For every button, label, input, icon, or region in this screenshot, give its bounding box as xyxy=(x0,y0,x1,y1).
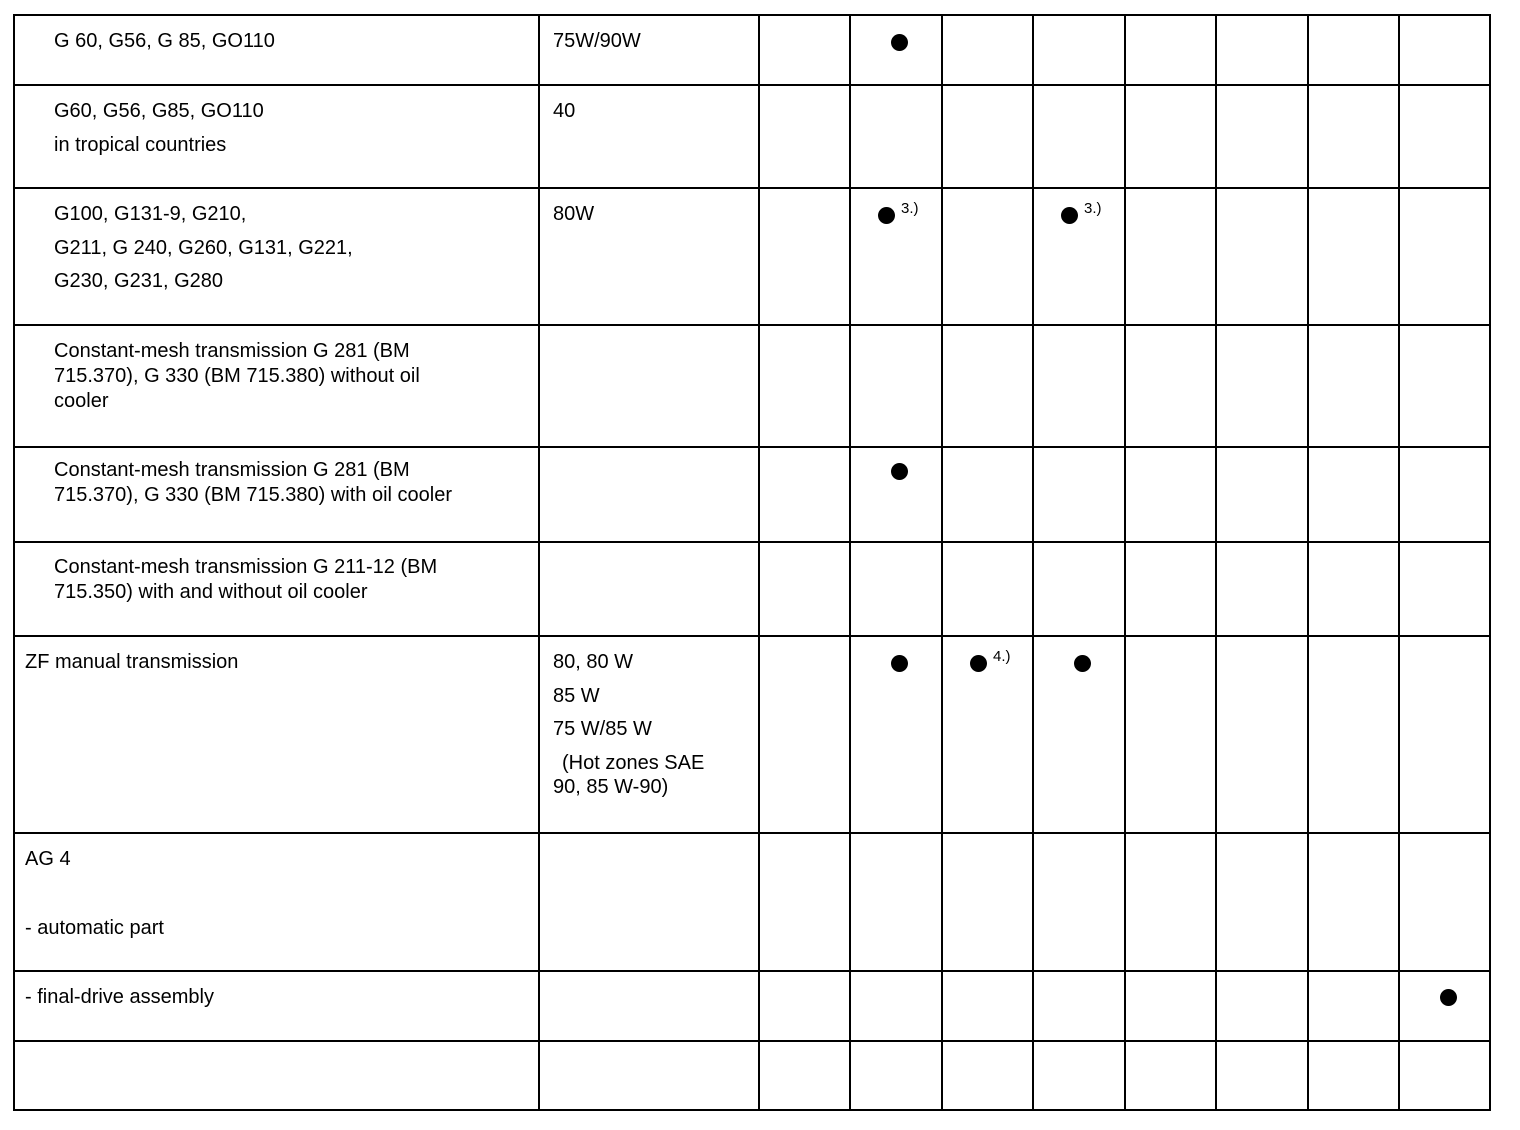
viscosity-cell xyxy=(539,85,759,188)
description-line: Constant-mesh transmission G 211-12 (BM xyxy=(54,556,438,578)
description-line: 715.370), G 330 (BM 715.380) with oil cooler xyxy=(54,484,452,506)
mark-cell xyxy=(1308,971,1399,1041)
footnote-ref: 4.) xyxy=(993,648,1011,665)
bullet-marker xyxy=(891,34,908,51)
mark-cell xyxy=(1216,325,1308,447)
description-line: 715.370), G 330 (BM 715.380) without oil xyxy=(54,365,420,387)
mark-cell xyxy=(1033,636,1125,833)
mark-cell xyxy=(1308,833,1399,971)
mark-cell xyxy=(1216,85,1308,188)
description-cell xyxy=(14,325,539,447)
footnote-ref: 3.) xyxy=(1084,200,1102,217)
mark-cell xyxy=(1125,325,1216,447)
mark-cell xyxy=(850,833,942,971)
description-line: G100, G131-9, G210, xyxy=(54,203,247,225)
mark-cell xyxy=(1308,15,1399,85)
viscosity-line: 75 W/85 W xyxy=(553,718,652,740)
mark-cell xyxy=(1308,188,1399,325)
table-row xyxy=(14,188,1490,325)
bullet-marker xyxy=(970,655,987,672)
mark-cell xyxy=(850,971,942,1041)
description-line: AG 4 xyxy=(25,848,71,870)
mark-cell xyxy=(1033,833,1125,971)
lubricant-table xyxy=(13,14,1491,1111)
mark-cell xyxy=(942,1041,1033,1110)
mark-cell xyxy=(1216,542,1308,636)
mark-cell xyxy=(1308,636,1399,833)
viscosity-cell xyxy=(539,447,759,542)
mark-cell xyxy=(850,636,942,833)
viscosity-cell xyxy=(539,1041,759,1110)
viscosity-cell xyxy=(539,15,759,85)
mark-cell xyxy=(1125,15,1216,85)
mark-cell xyxy=(1216,636,1308,833)
mark-cell xyxy=(1125,542,1216,636)
description-cell xyxy=(14,833,539,971)
table-row xyxy=(14,15,1490,85)
description-cell xyxy=(14,15,539,85)
mark-cell xyxy=(1216,1041,1308,1110)
mark-cell xyxy=(1125,447,1216,542)
mark-cell xyxy=(942,542,1033,636)
mark-cell xyxy=(850,85,942,188)
mark-cell xyxy=(942,636,1033,833)
table-row xyxy=(14,542,1490,636)
mark-cell xyxy=(1399,971,1490,1041)
mark-cell xyxy=(1308,542,1399,636)
table-row xyxy=(14,636,1490,833)
description-line: Constant-mesh transmission G 281 (BM xyxy=(54,459,410,481)
table-row xyxy=(14,447,1490,542)
mark-cell xyxy=(1033,447,1125,542)
mark-cell xyxy=(1399,325,1490,447)
mark-cell xyxy=(1399,636,1490,833)
mark-cell xyxy=(850,188,942,325)
viscosity-line: 75W/90W xyxy=(553,30,641,52)
mark-cell xyxy=(759,15,850,85)
table-row xyxy=(14,85,1490,188)
description-line: cooler xyxy=(54,390,109,412)
description-line: G211, G 240, G260, G131, G221, xyxy=(54,236,353,259)
description-cell xyxy=(14,542,539,636)
mark-cell xyxy=(1125,636,1216,833)
description-cell xyxy=(14,85,539,188)
viscosity-cell xyxy=(539,325,759,447)
table-row xyxy=(14,833,1490,971)
viscosity-line: 80W xyxy=(553,203,595,225)
viscosity-cell xyxy=(539,833,759,971)
description-line: - automatic part xyxy=(25,917,164,939)
mark-cell xyxy=(1125,971,1216,1041)
mark-cell xyxy=(1125,1041,1216,1110)
mark-cell xyxy=(942,325,1033,447)
mark-cell xyxy=(1399,15,1490,85)
mark-cell xyxy=(1399,1041,1490,1110)
description-line: G60, G56, G85, GO110 xyxy=(54,100,264,122)
mark-cell xyxy=(1033,15,1125,85)
viscosity-line: 80, 80 W xyxy=(553,651,634,673)
description-cell xyxy=(14,1041,539,1110)
mark-cell xyxy=(1399,542,1490,636)
mark-cell xyxy=(1216,15,1308,85)
viscosity-line: 85 W xyxy=(553,684,600,707)
mark-cell xyxy=(759,447,850,542)
description-line: 715.350) with and without oil cooler xyxy=(54,581,368,603)
mark-cell xyxy=(1125,833,1216,971)
mark-cell xyxy=(1125,85,1216,188)
mark-cell xyxy=(1033,188,1125,325)
mark-cell xyxy=(1308,1041,1399,1110)
table-row xyxy=(14,971,1490,1041)
mark-cell xyxy=(759,188,850,325)
description-cell xyxy=(14,447,539,542)
mark-cell xyxy=(1399,447,1490,542)
table-row xyxy=(14,325,1490,447)
mark-cell xyxy=(759,85,850,188)
mark-cell xyxy=(759,542,850,636)
bullet-marker xyxy=(1061,207,1078,224)
mark-cell xyxy=(1399,188,1490,325)
mark-cell xyxy=(850,1041,942,1110)
mark-cell xyxy=(1125,188,1216,325)
mark-cell xyxy=(759,971,850,1041)
description-cell xyxy=(14,971,539,1041)
mark-cell xyxy=(850,542,942,636)
mark-cell xyxy=(850,15,942,85)
viscosity-line: (Hot zones SAE xyxy=(562,751,705,774)
mark-cell xyxy=(759,325,850,447)
mark-cell xyxy=(942,188,1033,325)
description-line: G230, G231, G280 xyxy=(54,270,224,292)
mark-cell xyxy=(1308,447,1399,542)
mark-cell xyxy=(942,833,1033,971)
mark-cell xyxy=(942,447,1033,542)
mark-cell xyxy=(1033,971,1125,1041)
viscosity-cell xyxy=(539,636,759,833)
footnote-ref: 3.) xyxy=(901,200,919,217)
viscosity-cell xyxy=(539,971,759,1041)
description-cell xyxy=(14,188,539,325)
description-line: - final-drive assembly xyxy=(25,986,214,1008)
table-row xyxy=(14,1041,1490,1110)
mark-cell xyxy=(850,447,942,542)
description-line: in tropical countries xyxy=(54,133,227,156)
mark-cell xyxy=(1033,325,1125,447)
description-line: G 60, G56, G 85, GO110 xyxy=(54,30,275,52)
mark-cell xyxy=(942,85,1033,188)
mark-cell xyxy=(759,833,850,971)
viscosity-line: 90, 85 W-90) xyxy=(553,775,669,798)
bullet-marker xyxy=(1440,989,1457,1006)
mark-cell xyxy=(942,971,1033,1041)
mark-cell xyxy=(1308,85,1399,188)
mark-cell xyxy=(759,636,850,833)
bullet-marker xyxy=(878,207,895,224)
viscosity-cell xyxy=(539,188,759,325)
mark-cell xyxy=(1033,1041,1125,1110)
mark-cell xyxy=(1399,833,1490,971)
mark-cell xyxy=(1308,325,1399,447)
mark-cell xyxy=(1216,833,1308,971)
description-line: ZF manual transmission xyxy=(25,651,239,673)
bullet-marker xyxy=(891,655,908,672)
description-line: Constant-mesh transmission G 281 (BM xyxy=(54,340,410,362)
mark-cell xyxy=(1033,542,1125,636)
mark-cell xyxy=(1216,188,1308,325)
mark-cell xyxy=(1216,971,1308,1041)
description-cell xyxy=(14,636,539,833)
mark-cell xyxy=(1216,447,1308,542)
viscosity-cell xyxy=(539,542,759,636)
viscosity-line: 40 xyxy=(553,100,576,122)
mark-cell xyxy=(850,325,942,447)
mark-cell xyxy=(759,1041,850,1110)
mark-cell xyxy=(1033,85,1125,188)
bullet-marker xyxy=(1074,655,1091,672)
mark-cell xyxy=(942,15,1033,85)
bullet-marker xyxy=(891,463,908,480)
mark-cell xyxy=(1399,85,1490,188)
